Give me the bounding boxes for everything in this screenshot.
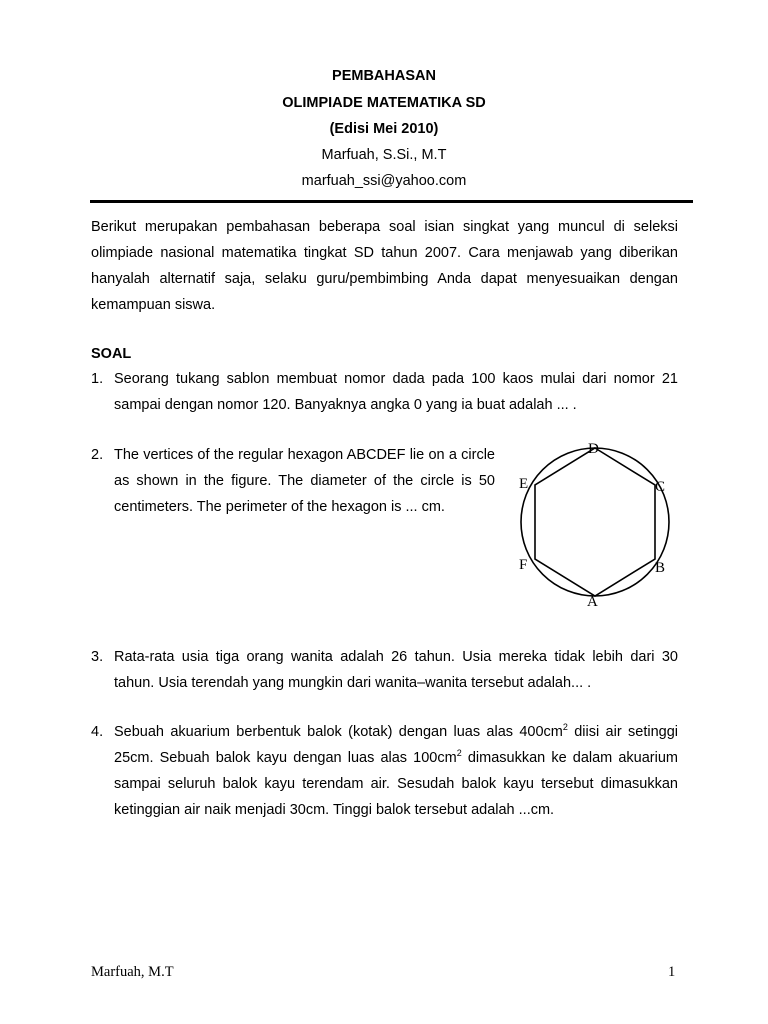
question-text: The vertices of the regular hexagon ABCDEF lie on a circle as shown in the figure. The diameter of the circle is 50 centimeters. The perimeter of the hexagon is ... cm. [114, 447, 495, 515]
author-email: marfuah_ssi@yahoo.com [301, 173, 467, 189]
question-text [114, 719, 678, 823]
question-text-part: Sebuah akuarium berbentuk balok (kotak) dengan luas alas 400cm [114, 724, 563, 740]
question-text-part: dimasukkan ke dalam akuarium sampai seluruh balok kayu terendam air. Sesudah balok kayu tersebut dimasukkan ketinggian air naik menjadi 30cm. Tinggi balok tersebut adalah ...cm. [114, 750, 678, 818]
vertex-label-e: E [519, 476, 529, 492]
question-number: 3. [91, 649, 104, 665]
circumscribed-circle [521, 448, 669, 596]
vertex-label-c: C [655, 479, 666, 495]
title-line-2: OLIMPIADE MATEMATIKA SD [282, 95, 486, 111]
header-divider [90, 200, 693, 203]
title-line-1: PEMBAHASAN [332, 68, 436, 84]
question-number: 4. [91, 724, 104, 740]
intro-paragraph: Berikut merupakan pembahasan beberapa soal isian singkat yang muncul di seleksi olimpiade nasional matematika tingkat SD tahun 2007. Cara menjawab yang diberikan hanyalah alternatif saja, selaku guru/pembimbing Anda dapat menyesuaikan dengan kemampuan siswa. [91, 219, 678, 313]
superscript: 2 [562, 722, 568, 732]
superscript: 2 [456, 748, 462, 758]
vertex-label-f: F [519, 557, 528, 573]
question-number: 2. [91, 447, 104, 463]
page-number: 1 [668, 964, 676, 980]
question-text: Rata-rata usia tiga orang wanita adalah 26 tahun. Usia mereka tidak lebih dari 30 tahun. Usia terendah yang mungkin dari wanita–wanita tersebut adalah... . [114, 649, 678, 691]
regular-hexagon [535, 448, 655, 596]
footer-author: Marfuah, M.T [91, 964, 174, 980]
section-title-soal: SOAL [91, 346, 132, 362]
vertex-label-b: B [655, 560, 666, 576]
hexagon-figure [508, 436, 690, 612]
vertex-label-d: D [588, 441, 599, 457]
question-text: Seorang tukang sablon membuat nomor dada pada 100 kaos mulai dari nomor 21 sampai dengan nomor 120. Banyaknya angka 0 yang ia buat adalah ... . [114, 371, 678, 413]
title-line-3: (Edisi Mei 2010) [329, 121, 439, 137]
vertex-label-a: A [587, 594, 598, 610]
author-name: Marfuah, S.Si., M.T [321, 147, 447, 163]
question-number: 1. [91, 371, 104, 387]
question-text-part: diisi air setinggi 25cm. Sebuah balok kayu dengan luas alas 100cm [114, 724, 678, 766]
